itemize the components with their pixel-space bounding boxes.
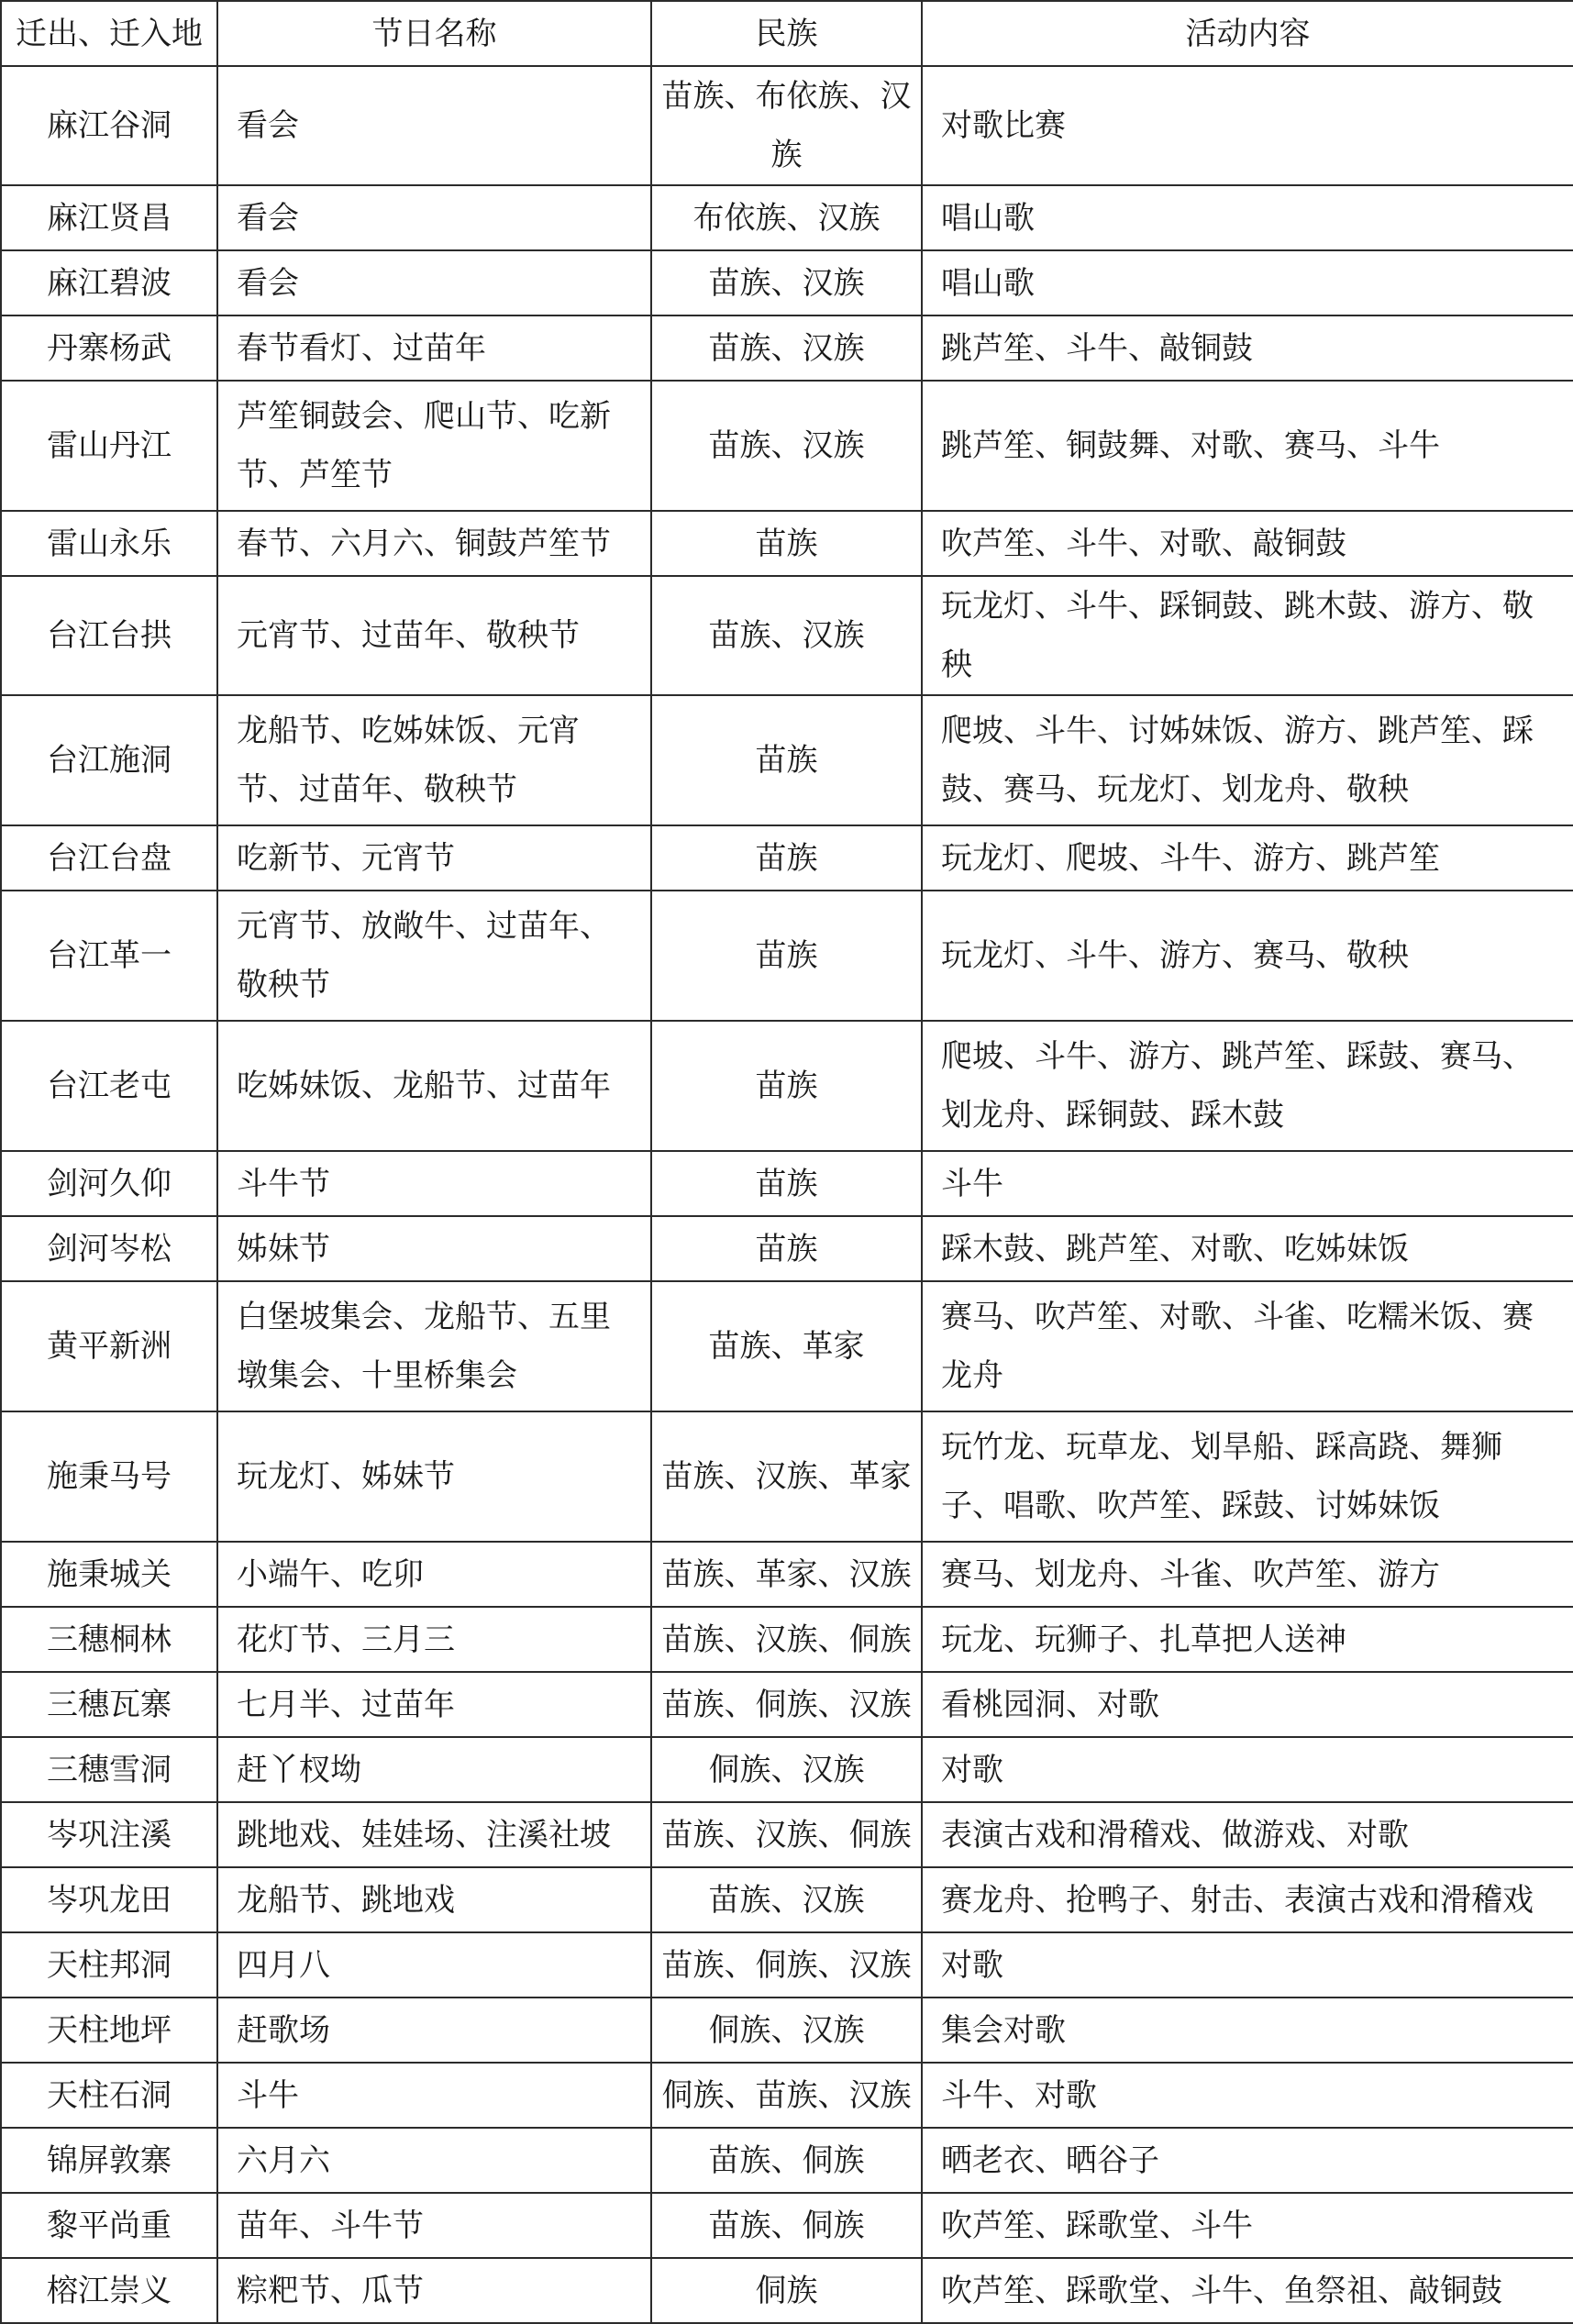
activities-cell: 跳芦笙、铜鼓舞、对歌、赛马、斗牛 bbox=[922, 381, 1573, 511]
table-row bbox=[1, 1802, 1573, 1867]
table-row bbox=[1, 1867, 1573, 1932]
ethnicity-cell: 侗族、汉族 bbox=[651, 1737, 922, 1802]
ethnicity-cell: 苗族 bbox=[651, 1151, 922, 1216]
place-cell: 台江台拱 bbox=[1, 576, 217, 695]
festival-cell: 元宵节、过苗年、敬秧节 bbox=[217, 576, 651, 695]
festival-cell: 吃新节、元宵节 bbox=[217, 825, 651, 891]
activities-cell: 吹芦笙、踩歌堂、斗牛 bbox=[922, 2193, 1573, 2258]
table-row bbox=[1, 576, 1573, 695]
activities-cell: 跳芦笙、斗牛、敲铜鼓 bbox=[922, 315, 1573, 381]
festival-cell: 赶歌场 bbox=[217, 1998, 651, 2063]
ethnicity-cell: 苗族 bbox=[651, 1216, 922, 1281]
festival-cell: 花灯节、三月三 bbox=[217, 1607, 651, 1672]
table-row bbox=[1, 185, 1573, 250]
place-cell: 三穗雪洞 bbox=[1, 1737, 217, 1802]
place-cell: 雷山永乐 bbox=[1, 511, 217, 576]
table-row bbox=[1, 1411, 1573, 1542]
festival-cell: 姊妹节 bbox=[217, 1216, 651, 1281]
activities-cell: 斗牛 bbox=[922, 1151, 1573, 1216]
header-ethnicity: 民族 bbox=[651, 1, 922, 66]
place-cell: 丹寨杨武 bbox=[1, 315, 217, 381]
festival-cell: 吃姊妹饭、龙船节、过苗年 bbox=[217, 1021, 651, 1151]
place-cell: 岑巩龙田 bbox=[1, 1867, 217, 1932]
ethnicity-cell: 侗族 bbox=[651, 2258, 922, 2323]
festival-cell: 元宵节、放敞牛、过苗年、敬秧节 bbox=[217, 891, 651, 1021]
table-row bbox=[1, 1151, 1573, 1216]
ethnicity-cell: 苗族、汉族、侗族 bbox=[651, 1607, 922, 1672]
ethnicity-cell: 布依族、汉族 bbox=[651, 185, 922, 250]
activities-cell: 玩龙、玩狮子、扎草把人送神 bbox=[922, 1607, 1573, 1672]
festival-cell: 跳地戏、娃娃场、注溪社坡 bbox=[217, 1802, 651, 1867]
activities-cell: 玩龙灯、斗牛、游方、赛马、敬秧 bbox=[922, 891, 1573, 1021]
festival-cell: 看会 bbox=[217, 66, 651, 185]
place-cell: 台江施洞 bbox=[1, 695, 217, 825]
ethnicity-cell: 苗族、侗族、汉族 bbox=[651, 1932, 922, 1998]
place-cell: 台江台盘 bbox=[1, 825, 217, 891]
festival-cell: 四月八 bbox=[217, 1932, 651, 1998]
header-row bbox=[1, 1, 1573, 66]
ethnicity-cell: 苗族、侗族 bbox=[651, 2193, 922, 2258]
ethnicity-cell: 苗族、汉族、侗族 bbox=[651, 1802, 922, 1867]
activities-cell: 对歌比赛 bbox=[922, 66, 1573, 185]
ethnicity-cell: 苗族、革家、汉族 bbox=[651, 1542, 922, 1607]
table-row bbox=[1, 1672, 1573, 1737]
place-cell: 麻江谷洞 bbox=[1, 66, 217, 185]
ethnicity-cell: 侗族、苗族、汉族 bbox=[651, 2063, 922, 2128]
place-cell: 剑河久仰 bbox=[1, 1151, 217, 1216]
place-cell: 台江老屯 bbox=[1, 1021, 217, 1151]
table-row bbox=[1, 66, 1573, 185]
festival-cell: 六月六 bbox=[217, 2128, 651, 2193]
table-row bbox=[1, 2193, 1573, 2258]
place-cell: 天柱邦洞 bbox=[1, 1932, 217, 1998]
place-cell: 榕江崇义 bbox=[1, 2258, 217, 2323]
table-row bbox=[1, 1542, 1573, 1607]
festival-cell: 赶丫杈坳 bbox=[217, 1737, 651, 1802]
activities-cell: 吹芦笙、斗牛、对歌、敲铜鼓 bbox=[922, 511, 1573, 576]
festival-cell: 白堡坡集会、龙船节、五里墩集会、十里桥集会 bbox=[217, 1281, 651, 1411]
festival-cell: 斗牛 bbox=[217, 2063, 651, 2128]
header-place: 迁出、迁入地 bbox=[1, 1, 217, 66]
table-row bbox=[1, 1737, 1573, 1802]
activities-cell: 唱山歌 bbox=[922, 185, 1573, 250]
ethnicity-cell: 苗族 bbox=[651, 1021, 922, 1151]
festival-cell: 玩龙灯、姊妹节 bbox=[217, 1411, 651, 1542]
festival-cell: 芦笙铜鼓会、爬山节、吃新节、芦笙节 bbox=[217, 381, 651, 511]
activities-cell: 斗牛、对歌 bbox=[922, 2063, 1573, 2128]
table-row bbox=[1, 381, 1573, 511]
ethnicity-cell: 苗族、汉族 bbox=[651, 381, 922, 511]
ethnicity-cell: 苗族、布依族、汉族 bbox=[651, 66, 922, 185]
table-row bbox=[1, 2258, 1573, 2323]
activities-cell: 晒老衣、晒谷子 bbox=[922, 2128, 1573, 2193]
festival-cell: 小端午、吃卯 bbox=[217, 1542, 651, 1607]
place-cell: 天柱石洞 bbox=[1, 2063, 217, 2128]
table-row bbox=[1, 1216, 1573, 1281]
place-cell: 三穗瓦寨 bbox=[1, 1672, 217, 1737]
activities-cell: 爬坡、斗牛、讨姊妹饭、游方、跳芦笙、踩鼓、赛马、玩龙灯、划龙舟、敬秧 bbox=[922, 695, 1573, 825]
festival-cell: 苗年、斗牛节 bbox=[217, 2193, 651, 2258]
place-cell: 岑巩注溪 bbox=[1, 1802, 217, 1867]
table-row bbox=[1, 825, 1573, 891]
activities-cell: 唱山歌 bbox=[922, 250, 1573, 315]
activities-cell: 对歌 bbox=[922, 1932, 1573, 1998]
place-cell: 雷山丹江 bbox=[1, 381, 217, 511]
table-row bbox=[1, 250, 1573, 315]
ethnicity-cell: 苗族、汉族 bbox=[651, 250, 922, 315]
table-row bbox=[1, 695, 1573, 825]
ethnicity-cell: 苗族、侗族、汉族 bbox=[651, 1672, 922, 1737]
header-festival: 节日名称 bbox=[217, 1, 651, 66]
activities-cell: 集会对歌 bbox=[922, 1998, 1573, 2063]
table-row bbox=[1, 2128, 1573, 2193]
activities-cell: 玩竹龙、玩草龙、划旱船、踩高跷、舞狮子、唱歌、吹芦笙、踩鼓、讨姊妹饭 bbox=[922, 1411, 1573, 1542]
festival-cell: 龙船节、跳地戏 bbox=[217, 1867, 651, 1932]
place-cell: 天柱地坪 bbox=[1, 1998, 217, 2063]
activities-cell: 爬坡、斗牛、游方、跳芦笙、踩鼓、赛马、划龙舟、踩铜鼓、踩木鼓 bbox=[922, 1021, 1573, 1151]
table-row bbox=[1, 1607, 1573, 1672]
ethnicity-cell: 苗族、汉族、革家 bbox=[651, 1411, 922, 1542]
festival-cell: 七月半、过苗年 bbox=[217, 1672, 651, 1737]
header-activities: 活动内容 bbox=[922, 1, 1573, 66]
place-cell: 麻江碧波 bbox=[1, 250, 217, 315]
festival-cell: 看会 bbox=[217, 185, 651, 250]
ethnicity-cell: 苗族、汉族 bbox=[651, 315, 922, 381]
activities-cell: 赛马、划龙舟、斗雀、吹芦笙、游方 bbox=[922, 1542, 1573, 1607]
activities-cell: 对歌 bbox=[922, 1737, 1573, 1802]
activities-cell: 玩龙灯、斗牛、踩铜鼓、跳木鼓、游方、敬秧 bbox=[922, 576, 1573, 695]
activities-cell: 吹芦笙、踩歌堂、斗牛、鱼祭祖、敲铜鼓 bbox=[922, 2258, 1573, 2323]
activities-cell: 表演古戏和滑稽戏、做游戏、对歌 bbox=[922, 1802, 1573, 1867]
place-cell: 施秉城关 bbox=[1, 1542, 217, 1607]
place-cell: 剑河岑松 bbox=[1, 1216, 217, 1281]
table-row bbox=[1, 1998, 1573, 2063]
ethnicity-cell: 苗族、汉族 bbox=[651, 576, 922, 695]
table-row bbox=[1, 511, 1573, 576]
place-cell: 三穗桐林 bbox=[1, 1607, 217, 1672]
activities-cell: 玩龙灯、爬坡、斗牛、游方、跳芦笙 bbox=[922, 825, 1573, 891]
table-row bbox=[1, 315, 1573, 381]
place-cell: 施秉马号 bbox=[1, 1411, 217, 1542]
festival-cell: 春节看灯、过苗年 bbox=[217, 315, 651, 381]
ethnicity-cell: 苗族、革家 bbox=[651, 1281, 922, 1411]
ethnicity-cell: 苗族 bbox=[651, 825, 922, 891]
table-row bbox=[1, 891, 1573, 1021]
table-row bbox=[1, 2063, 1573, 2128]
festival-cell: 龙船节、吃姊妹饭、元宵节、过苗年、敬秧节 bbox=[217, 695, 651, 825]
ethnicity-cell: 苗族 bbox=[651, 695, 922, 825]
festival-cell: 粽粑节、瓜节 bbox=[217, 2258, 651, 2323]
activities-cell: 赛马、吹芦笙、对歌、斗雀、吃糯米饭、赛龙舟 bbox=[922, 1281, 1573, 1411]
ethnicity-cell: 苗族 bbox=[651, 891, 922, 1021]
activities-cell: 看桃园洞、对歌 bbox=[922, 1672, 1573, 1737]
table-row bbox=[1, 1281, 1573, 1411]
ethnicity-cell: 侗族、汉族 bbox=[651, 1998, 922, 2063]
place-cell: 台江革一 bbox=[1, 891, 217, 1021]
festival-cell: 春节、六月六、铜鼓芦笙节 bbox=[217, 511, 651, 576]
ethnicity-cell: 苗族、汉族 bbox=[651, 1867, 922, 1932]
activities-cell: 踩木鼓、跳芦笙、对歌、吃姊妹饭 bbox=[922, 1216, 1573, 1281]
table-row bbox=[1, 1932, 1573, 1998]
festival-cell: 看会 bbox=[217, 250, 651, 315]
ethnicity-cell: 苗族 bbox=[651, 511, 922, 576]
activities-cell: 赛龙舟、抢鸭子、射击、表演古戏和滑稽戏 bbox=[922, 1867, 1573, 1932]
festival-cell: 斗牛节 bbox=[217, 1151, 651, 1216]
place-cell: 锦屏敦寨 bbox=[1, 2128, 217, 2193]
ethnicity-cell: 苗族、侗族 bbox=[651, 2128, 922, 2193]
table-row bbox=[1, 1021, 1573, 1151]
place-cell: 黎平尚重 bbox=[1, 2193, 217, 2258]
place-cell: 黄平新洲 bbox=[1, 1281, 217, 1411]
place-cell: 麻江贤昌 bbox=[1, 185, 217, 250]
